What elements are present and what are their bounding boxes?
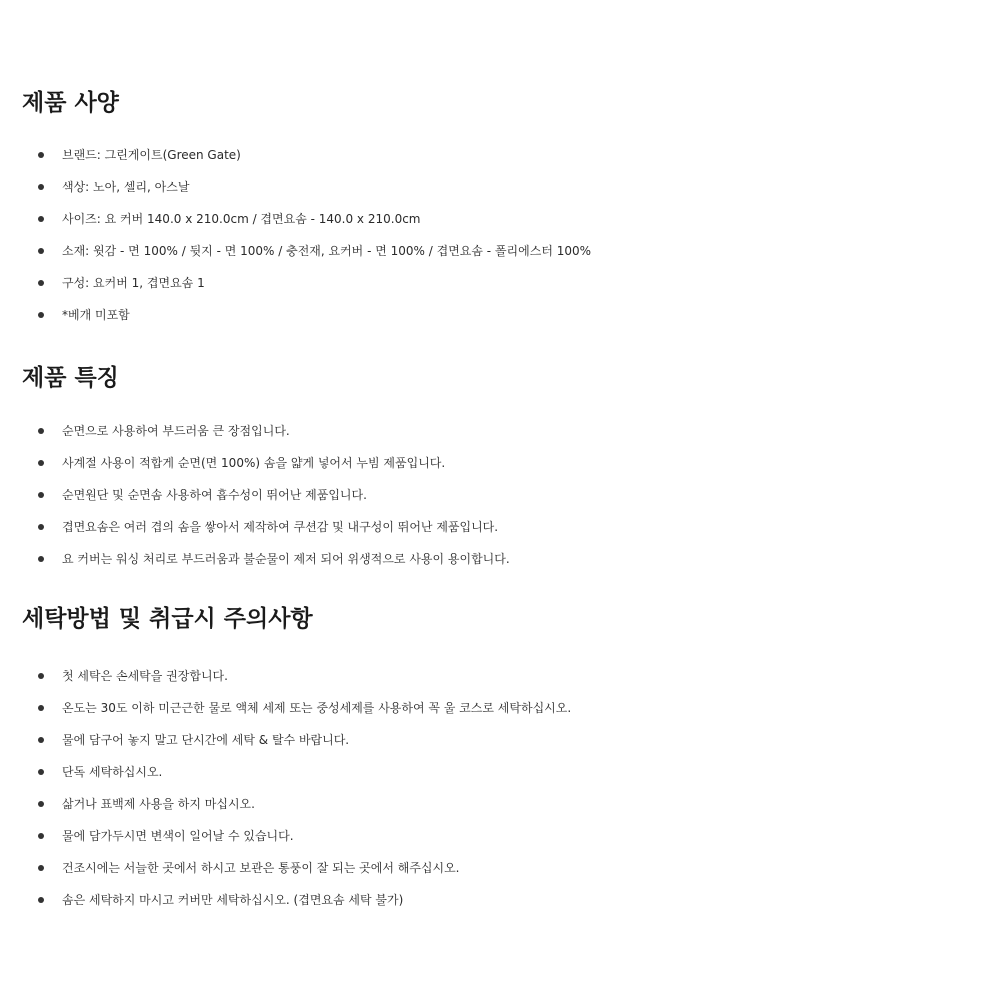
list-item-text: 삶거나 표백제 사용을 하지 마십시오.: [62, 797, 255, 811]
list-item: [0, 852, 1000, 884]
list-item: [0, 299, 1000, 331]
list-item: [0, 724, 1000, 756]
list-item-text: 요 커버는 워싱 처리로 부드러움과 불순물이 제저 되어 위생적으로 사용이 용이합니다.: [62, 552, 510, 566]
list-item: [0, 788, 1000, 820]
bullet-icon: [38, 897, 44, 903]
list-item-text: 물에 담가두시면 변색이 일어날 수 있습니다.: [62, 829, 294, 843]
features-heading: 제품 특징: [22, 365, 119, 391]
bullet-icon: [38, 737, 44, 743]
list-item-text: 소재: 윗감 - 면 100% / 뒷지 - 면 100% / 충전재, 요커버 - 면 100% / 겹면요솜 - 폴리에스터 100%: [62, 244, 592, 258]
bullet-icon: [38, 524, 44, 530]
list-item: [0, 203, 1000, 235]
washing-heading: 세탁방법 및 취급시 주의사항: [22, 606, 313, 632]
bullet-icon: [38, 216, 44, 222]
bullet-icon: [38, 312, 44, 318]
features-list: [0, 415, 1000, 575]
list-item: [0, 415, 1000, 447]
spec-heading: 제품 사양: [22, 90, 119, 116]
bullet-icon: [38, 673, 44, 679]
list-item: [0, 820, 1000, 852]
list-item-text: 겹면요솜은 여러 겹의 솜을 쌓아서 제작하여 쿠션감 및 내구성이 뛰어난 제품입니다.: [62, 520, 499, 534]
list-item: [0, 660, 1000, 692]
list-item: [0, 692, 1000, 724]
list-item-text: 사이즈: 요 커버 140.0 x 210.0cm / 겹면요솜 - 140.0 x 210.0cm: [62, 212, 421, 226]
list-item-text: 순면원단 및 순면솜 사용하여 흡수성이 뛰어난 제품입니다.: [62, 488, 367, 502]
bullet-icon: [38, 460, 44, 466]
spec-list: [0, 139, 1000, 331]
list-item: [0, 511, 1000, 543]
list-item: [0, 139, 1000, 171]
bullet-icon: [38, 833, 44, 839]
list-item: [0, 235, 1000, 267]
bullet-icon: [38, 769, 44, 775]
list-item-text: 브랜드: 그린게이트(Green Gate): [62, 148, 241, 162]
bullet-icon: [38, 248, 44, 254]
bullet-icon: [38, 865, 44, 871]
list-item-text: 순면으로 사용하여 부드러움 큰 장점입니다.: [62, 424, 290, 438]
washing-list: [0, 660, 1000, 916]
list-item: [0, 171, 1000, 203]
bullet-icon: [38, 705, 44, 711]
list-item-text: 첫 세탁은 손세탁을 권장합니다.: [62, 669, 228, 683]
list-item-text: 사계절 사용이 적합게 순면(면 100%) 솜을 얇게 넣어서 누빔 제품입니다.: [62, 456, 446, 470]
list-item-text: 건조시에는 서늘한 곳에서 하시고 보관은 통풍이 잘 되는 곳에서 해주십시오.: [62, 861, 460, 875]
list-item-text: 온도는 30도 이하 미근근한 물로 액체 세제 또는 중성세제를 사용하여 꼭 울 코스로 세탁하십시오.: [62, 701, 572, 715]
bullet-icon: [38, 556, 44, 562]
list-item: [0, 884, 1000, 916]
bullet-icon: [38, 280, 44, 286]
bullet-icon: [38, 801, 44, 807]
list-item: [0, 447, 1000, 479]
list-item: [0, 479, 1000, 511]
list-item: [0, 267, 1000, 299]
list-item-text: 단독 세탁하십시오.: [62, 765, 163, 779]
list-item-text: 물에 담구어 놓지 말고 단시간에 세탁 & 탈수 바랍니다.: [62, 733, 350, 747]
list-item: [0, 756, 1000, 788]
bullet-icon: [38, 184, 44, 190]
list-item-text: 색상: 노아, 셀리, 아스날: [62, 180, 190, 194]
list-item-text: 솜은 세탁하지 마시고 커버만 세탁하십시오. (겹면요솜 세탁 불가): [62, 893, 404, 907]
list-item-text: *베개 미포함: [62, 308, 130, 322]
bullet-icon: [38, 152, 44, 158]
bullet-icon: [38, 428, 44, 434]
bullet-icon: [38, 492, 44, 498]
list-item-text: 구성: 요커버 1, 겹면요솜 1: [62, 276, 205, 290]
list-item: [0, 543, 1000, 575]
